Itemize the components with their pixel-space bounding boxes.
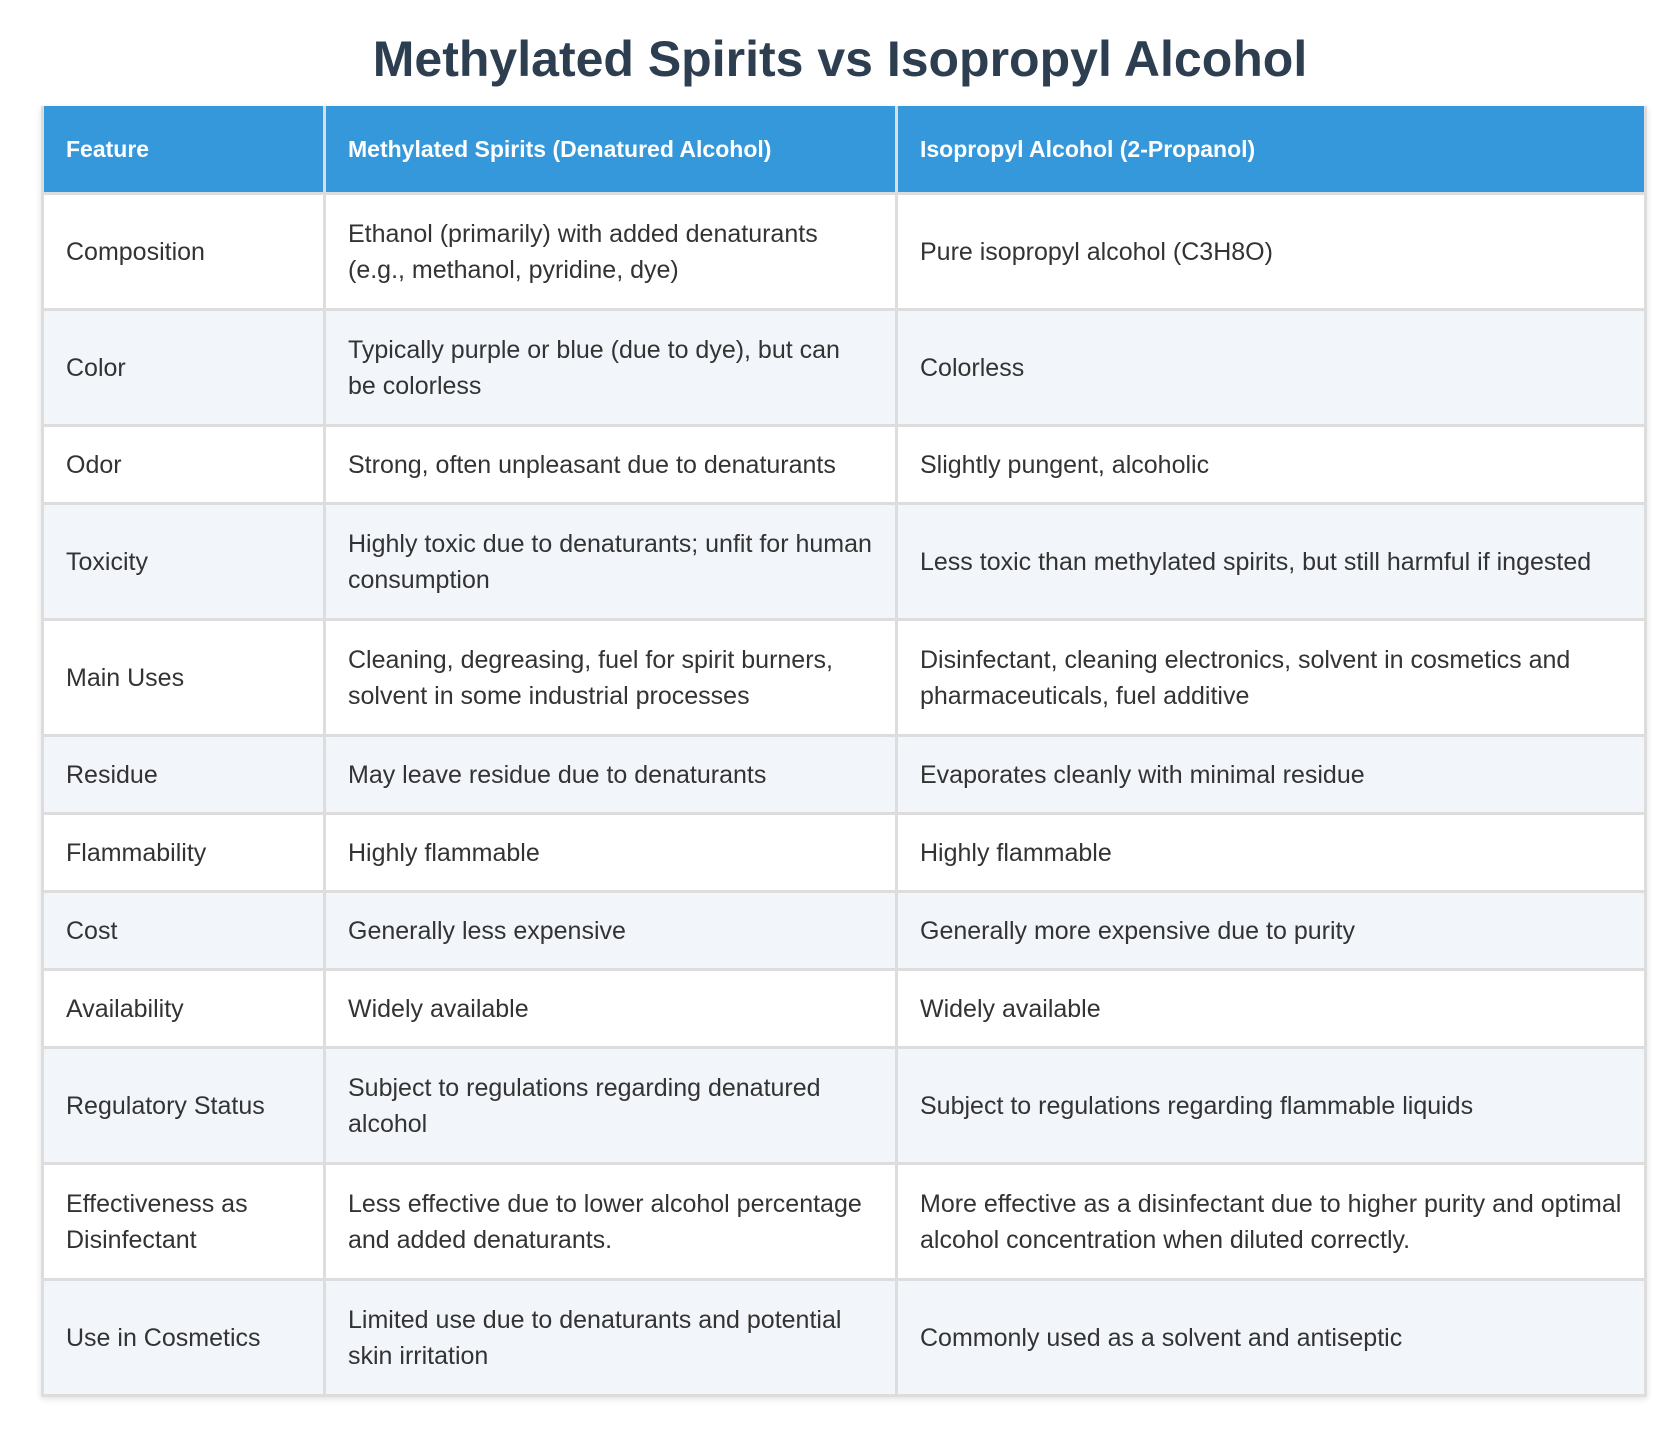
isopropyl-cell: Evaporates cleanly with minimal residue — [897, 736, 1646, 814]
table-row — [43, 620, 1646, 736]
isopropyl-cell: Subject to regulations regarding flammable liquids — [897, 1048, 1646, 1164]
feature-cell: Composition — [43, 194, 325, 310]
methylated-cell: Highly flammable — [325, 814, 897, 892]
isopropyl-cell: Slightly pungent, alcoholic — [897, 426, 1646, 504]
isopropyl-cell: Less toxic than methylated spirits, but still harmful if ingested — [897, 504, 1646, 620]
table-row — [43, 1164, 1646, 1280]
feature-cell: Use in Cosmetics — [43, 1280, 325, 1396]
column-header-methylated-spirits: Methylated Spirits (Denatured Alcohol) — [325, 106, 897, 194]
isopropyl-cell: Generally more expensive due to purity — [897, 892, 1646, 970]
methylated-cell: May leave residue due to denaturants — [325, 736, 897, 814]
table-row — [43, 1280, 1646, 1396]
methylated-cell: Limited use due to denaturants and potential skin irritation — [325, 1280, 897, 1396]
feature-cell: Regulatory Status — [43, 1048, 325, 1164]
feature-cell: Effectiveness as Disinfectant — [43, 1164, 325, 1280]
table-row — [43, 736, 1646, 814]
table-row — [43, 310, 1646, 426]
isopropyl-cell: Widely available — [897, 970, 1646, 1048]
feature-cell: Cost — [43, 892, 325, 970]
column-header-feature: Feature — [43, 106, 325, 194]
methylated-cell: Ethanol (primarily) with added denaturants (e.g., methanol, pyridine, dye) — [325, 194, 897, 310]
table-row — [43, 1048, 1646, 1164]
methylated-cell: Cleaning, degreasing, fuel for spirit burners, solvent in some industrial processes — [325, 620, 897, 736]
table-row — [43, 194, 1646, 310]
isopropyl-cell: Disinfectant, cleaning electronics, solvent in cosmetics and pharmaceuticals, fuel additive — [897, 620, 1646, 736]
table-row — [43, 970, 1646, 1048]
table-row — [43, 426, 1646, 504]
methylated-cell: Strong, often unpleasant due to denaturants — [325, 426, 897, 504]
feature-cell: Main Uses — [43, 620, 325, 736]
feature-cell: Availability — [43, 970, 325, 1048]
feature-cell: Residue — [43, 736, 325, 814]
feature-cell: Color — [43, 310, 325, 426]
comparison-table — [41, 106, 1647, 1397]
feature-cell: Toxicity — [43, 504, 325, 620]
table-header-row — [43, 106, 1646, 194]
table-row — [43, 814, 1646, 892]
methylated-cell: Widely available — [325, 970, 897, 1048]
isopropyl-cell: Colorless — [897, 310, 1646, 426]
feature-cell: Odor — [43, 426, 325, 504]
isopropyl-cell: Commonly used as a solvent and antiseptic — [897, 1280, 1646, 1396]
methylated-cell: Less effective due to lower alcohol percentage and added denaturants. — [325, 1164, 897, 1280]
table-row — [43, 892, 1646, 970]
table-row — [43, 504, 1646, 620]
page-title: Methylated Spirits vs Isopropyl Alcohol — [372, 31, 1308, 87]
methylated-cell: Highly toxic due to denaturants; unfit for human consumption — [325, 504, 897, 620]
feature-cell: Flammability — [43, 814, 325, 892]
isopropyl-cell: Pure isopropyl alcohol (C3H8O) — [897, 194, 1646, 310]
methylated-cell: Generally less expensive — [325, 892, 897, 970]
isopropyl-cell: Highly flammable — [897, 814, 1646, 892]
methylated-cell: Subject to regulations regarding denatured alcohol — [325, 1048, 897, 1164]
column-header-isopropyl-alcohol: Isopropyl Alcohol (2-Propanol) — [897, 106, 1646, 194]
methylated-cell: Typically purple or blue (due to dye), but can be colorless — [325, 310, 897, 426]
isopropyl-cell: More effective as a disinfectant due to higher purity and optimal alcohol concentration when diluted correctly. — [897, 1164, 1646, 1280]
